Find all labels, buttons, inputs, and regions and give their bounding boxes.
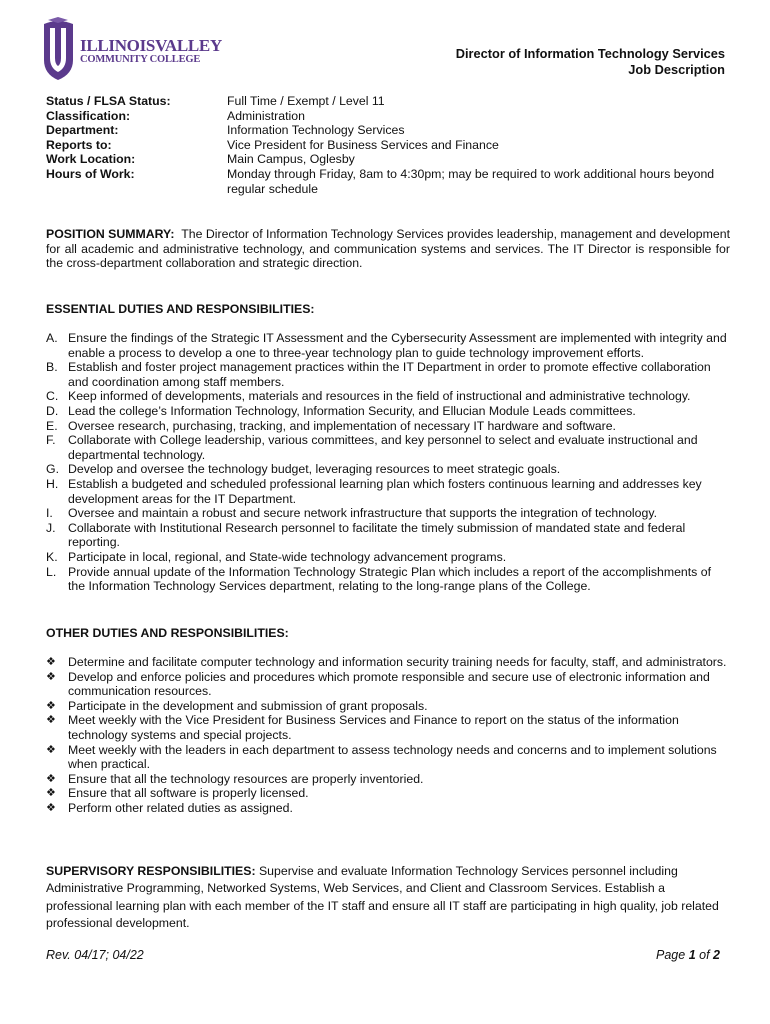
other-duty-item — [46, 772, 730, 787]
summary-label: POSITION SUMMARY: — [46, 227, 175, 241]
info-value: Monday through Friday, 8am to 4:30pm; may be required to work additional hours beyond regular schedule — [227, 166, 715, 196]
info-row — [46, 109, 736, 124]
other-duty-text: Meet weekly with the leaders in each department to assess technology needs and concerns and to implement solutions when practical. — [68, 742, 717, 772]
position-summary — [46, 227, 730, 271]
info-row — [46, 167, 736, 196]
duty-letter: D. — [46, 403, 59, 418]
info-label: Status / FLSA Status: — [46, 94, 171, 108]
diamond-bullet-icon: ❖ — [46, 670, 56, 683]
duty-letter: L. — [46, 564, 57, 579]
duty-text: Keep informed of developments, materials and resources in the field of instructional and administrative technology. — [68, 389, 691, 404]
other-duty-item — [46, 655, 730, 670]
duty-item — [46, 331, 730, 360]
diamond-bullet-icon: ❖ — [46, 656, 56, 668]
duty-letter: A. — [46, 331, 58, 345]
title-line2: Job Description — [628, 62, 725, 77]
duty-item — [46, 506, 730, 521]
info-value: Main Campus, Oglesby — [227, 152, 355, 167]
diamond-bullet-icon: ❖ — [46, 801, 56, 814]
duty-letter: K. — [46, 549, 58, 564]
duty-letter: C. — [46, 389, 59, 404]
other-duty-text: Ensure that all software is properly licensed. — [68, 786, 309, 801]
page-current: 1 — [688, 948, 696, 962]
duty-letter: E. — [46, 418, 58, 433]
essential-duties-list — [46, 331, 730, 594]
duty-item — [46, 360, 730, 389]
supervisory-text: Supervise and evaluate Information Technology Services personnel including Administrative Programming, Networked Systems, Web Services, and Client and Classroom Services. Establish a professional learning plan with each member of the IT staff and ensure all IT staff are participating in high quality, job related professional development. — [46, 864, 719, 930]
duty-letter: H. — [46, 476, 59, 491]
duty-text: Ensure the findings of the Strategic IT Assessment and the Cybersecurity Assessment are implemented with integrity and enable a process to develop a one to three-year technology plan to guide technology improvement efforts. — [68, 331, 727, 360]
info-value: Information Technology Services — [227, 123, 405, 138]
other-duty-item — [46, 713, 730, 742]
duty-text: Lead the college’s Information Technology, Information Security, and Ellucian Module Leads committees. — [68, 403, 636, 418]
duty-item — [46, 419, 730, 434]
logo-wordmark — [80, 38, 222, 66]
duty-item — [46, 433, 730, 462]
info-row — [46, 152, 736, 167]
page-word: Page — [656, 948, 686, 962]
supervisory-responsibilities — [46, 863, 730, 932]
info-label: Work Location: — [46, 152, 136, 167]
info-label: Hours of Work: — [46, 166, 135, 181]
page-total: 2 — [713, 948, 720, 962]
info-value: Administration — [227, 108, 305, 123]
duty-text: Participate in local, regional, and State-wide technology advancement programs. — [68, 549, 507, 564]
other-duty-text: Participate in the development and submission of grant proposals. — [68, 698, 428, 713]
info-label: Classification: — [46, 108, 131, 123]
info-value: Vice President for Business Services and Finance — [227, 137, 499, 152]
of-word: of — [699, 948, 710, 962]
logo-line2: COMMUNITY COLLEGE — [80, 54, 201, 65]
duty-text: Oversee research, purchasing, tracking, and implementation of necessary IT hardware and software. — [68, 418, 616, 433]
duty-item — [46, 462, 730, 477]
duty-text: Establish and foster project management practices within the IT Department in order to promote effective collaboration and coordination among staff members. — [68, 360, 711, 389]
duty-letter: B. — [46, 360, 58, 375]
duty-letter: J. — [46, 520, 56, 535]
duty-text: Establish a budgeted and scheduled professional learning plan which fosters continuous learning and addresses key development areas for the IT Department. — [68, 476, 702, 506]
diamond-bullet-icon: ❖ — [46, 787, 56, 800]
info-row — [46, 123, 736, 138]
info-label: Department: — [46, 123, 119, 138]
other-duty-text: Meet weekly with the Vice President for Business Services and Finance to report on the status of the information technology systems and special projects. — [68, 713, 679, 742]
page-number — [656, 948, 720, 963]
other-duty-text: Ensure that all the technology resources are properly inventoried. — [68, 771, 424, 786]
duty-text: Develop and oversee the technology budget, leveraging resources to meet strategic goals. — [68, 462, 561, 477]
diamond-bullet-icon: ❖ — [46, 743, 56, 756]
title-line1: Director of Information Technology Services — [455, 46, 725, 61]
diamond-bullet-icon: ❖ — [46, 699, 56, 712]
other-duty-item — [46, 786, 730, 801]
duty-item — [46, 477, 730, 506]
diamond-bullet-icon: ❖ — [46, 772, 56, 785]
essential-duties-heading: ESSENTIAL DUTIES AND RESPONSIBILITIES: — [46, 302, 315, 316]
duty-item — [46, 550, 730, 565]
duty-text: Oversee and maintain a robust and secure network infrastructure that supports the integration of technology. — [68, 506, 657, 521]
duty-letter: I. — [46, 506, 53, 521]
duty-item — [46, 404, 730, 419]
duty-letter: G. — [46, 462, 59, 477]
other-duty-item — [46, 699, 730, 714]
diamond-bullet-icon: ❖ — [46, 714, 56, 727]
duty-text: Collaborate with College leadership, various committees, and key personnel to select and evaluate instructional and departmental technology. — [68, 433, 698, 462]
logo-line1: ILLINOISVALLEY — [80, 36, 222, 55]
info-row — [46, 138, 736, 153]
summary-text: The Director of Information Technology Services provides leadership, management and development for all academic and administrative technology, and communication systems and services. The IT Director is responsible for the cross-department collaboration and strategic direction. — [46, 227, 730, 271]
info-label: Reports to: — [46, 137, 112, 152]
duty-letter: F. — [46, 433, 56, 448]
other-duty-text: Perform other related duties as assigned. — [68, 800, 293, 815]
position-info-table — [46, 94, 736, 196]
other-duty-item — [46, 743, 730, 772]
duty-text: Collaborate with Institutional Research personnel to facilitate the timely submission of mandated state and federal reporting. — [68, 520, 686, 550]
shield-logo-icon — [42, 16, 75, 82]
college-logo — [42, 16, 222, 82]
info-row — [46, 94, 736, 109]
duty-item — [46, 565, 730, 594]
duty-item — [46, 521, 730, 550]
supervisory-label: SUPERVISORY RESPONSIBILITIES: — [46, 864, 256, 878]
other-duty-text: Develop and enforce policies and procedures which promote responsible and secure use of electronic information and communication resources. — [68, 669, 710, 699]
duty-item — [46, 389, 730, 404]
other-duty-item — [46, 801, 730, 816]
other-duties-heading: OTHER DUTIES AND RESPONSIBILITIES: — [46, 626, 289, 640]
other-duty-item — [46, 670, 730, 699]
other-duty-text: Determine and facilitate computer technology and information security training needs for faculty, staff, and administrators. — [68, 655, 727, 669]
revision-note: Rev. 04/17; 04/22 — [46, 948, 144, 962]
info-value: Full Time / Exempt / Level 11 — [227, 94, 385, 108]
document-title — [456, 46, 725, 78]
other-duties-list — [46, 655, 730, 816]
duty-text: Provide annual update of the Information Technology Strategic Plan which includes a report of the accomplishments of the Information Technology Services department, relating to the long-range plans of the College. — [68, 564, 712, 594]
